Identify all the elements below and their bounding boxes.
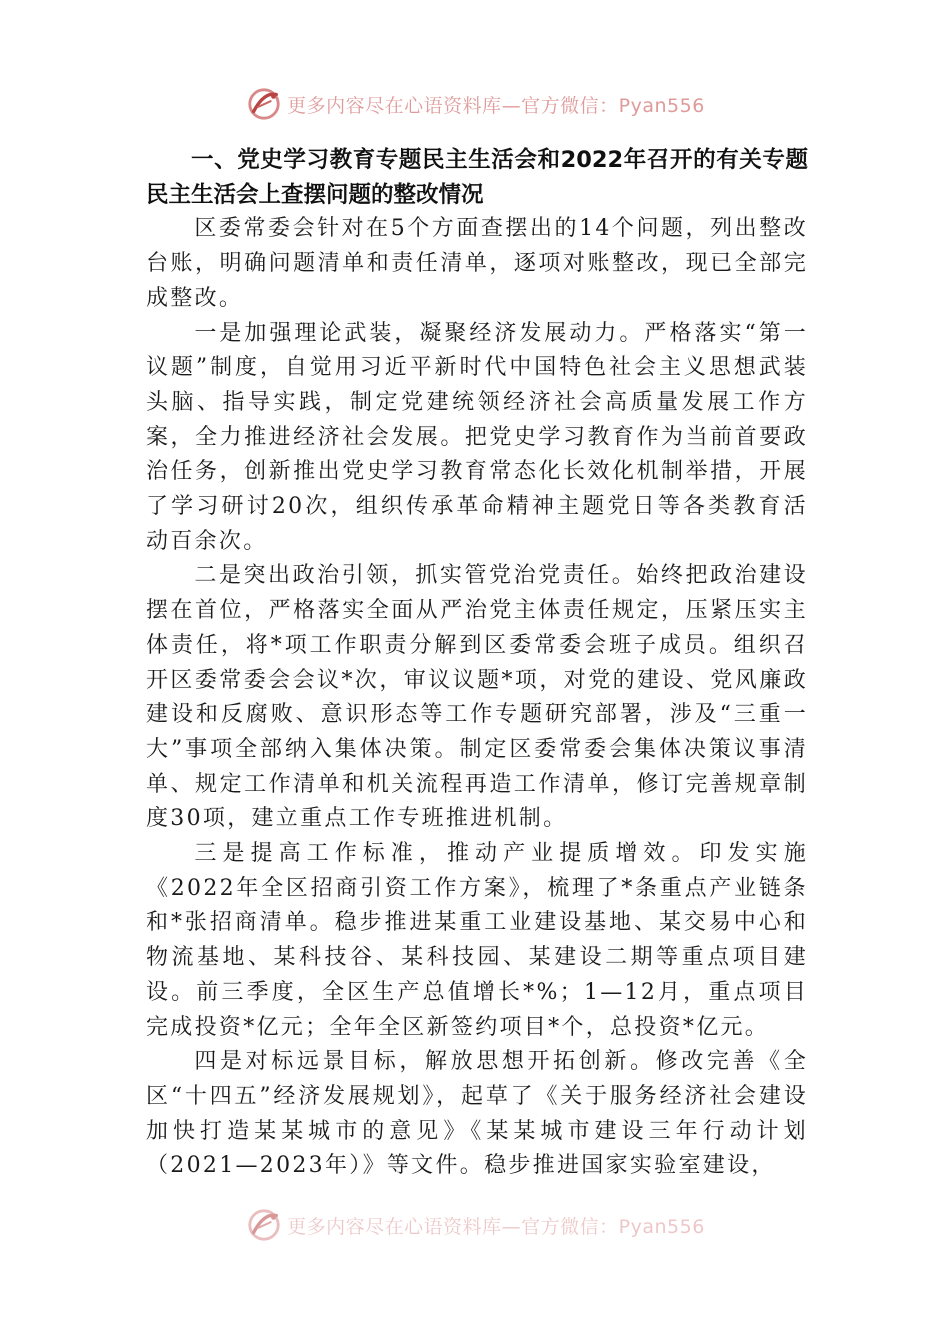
paragraph-intro: 区委常委会针对在5个方面查摆出的14个问题，列出整改台账，明确问题清单和责任清单，逐项对账整改，现已全部完成整改。 — [146, 216, 808, 311]
section-heading: 一、党史学习教育专题民主生活会和2022年召开的有关专题民主生活会上查摆问题的整改情况 — [146, 147, 808, 208]
watermark-header — [0, 86, 950, 122]
watermark-text: 更多内容尽在心语资料库—官方微信：Pyan556 — [287, 1215, 705, 1238]
paragraph-theory: 一是加强理论武装，凝聚经济发展动力。严格落实“第一议题”制度，自觉用习近平新时代中国特色社会主义思想武装头脑、指导实践，制定党建统领经济社会高质量发展工作方案，全力推进经济社会发展。把党史学习教育作为当前首要政治任务，创新推出党史学习教育常态化长效化机制举措，开展了学习研讨20次，组织传承革命精神主题党日等各类教育活动百余次。 — [146, 320, 808, 554]
document-body — [146, 143, 808, 1184]
brand-logo-icon — [245, 86, 283, 122]
paragraph-political: 二是突出政治引领，抓实管党治党责任。始终把政治建设摆在首位，严格落实全面从严治党主体责任规定，压紧压实主体责任，将*项工作职责分解到区委常委会班子成员。组织召开区委常委会会议*次，审议议题*项，对党的建设、党风廉政建设和反腐败、意识形态等工作专题研究部署，涉及“三重一大”事项全部纳入集体决策。制定区委常委会集体决策议事清单、规定工作清单和机关流程再造工作清单，修订完善规章制度30项，建立重点工作专班推进机制。 — [146, 563, 808, 832]
watermark-text: 更多内容尽在心语资料库—官方微信：Pyan556 — [287, 94, 705, 117]
paragraph-industry: 三是提高工作标准，推动产业提质增效。印发实施《2022年全区招商引资工作方案》，梳理了*条重点产业链条和*张招商清单。稳步推进某重工业建设基地、某交易中心和物流基地、某科技谷、某科技园、某建设二期等重点项目建设。前三季度，全区生产总值增长*%；1—12月，重点项目完成投资*亿元；全年全区新签约项目*个，总投资*亿元。 — [146, 841, 808, 1040]
paragraph-innovation: 四是对标远景目标，解放思想开拓创新。修改完善《全区“十四五”经济发展规划》，起草了《关于服务经济社会建设加快打造某某城市的意见》《某某城市建设三年行动计划（2021—2023年）》等文件。稳步推进国家实验室建设， — [146, 1049, 808, 1179]
watermark-footer — [0, 1207, 950, 1243]
brand-logo-icon — [245, 1207, 283, 1243]
